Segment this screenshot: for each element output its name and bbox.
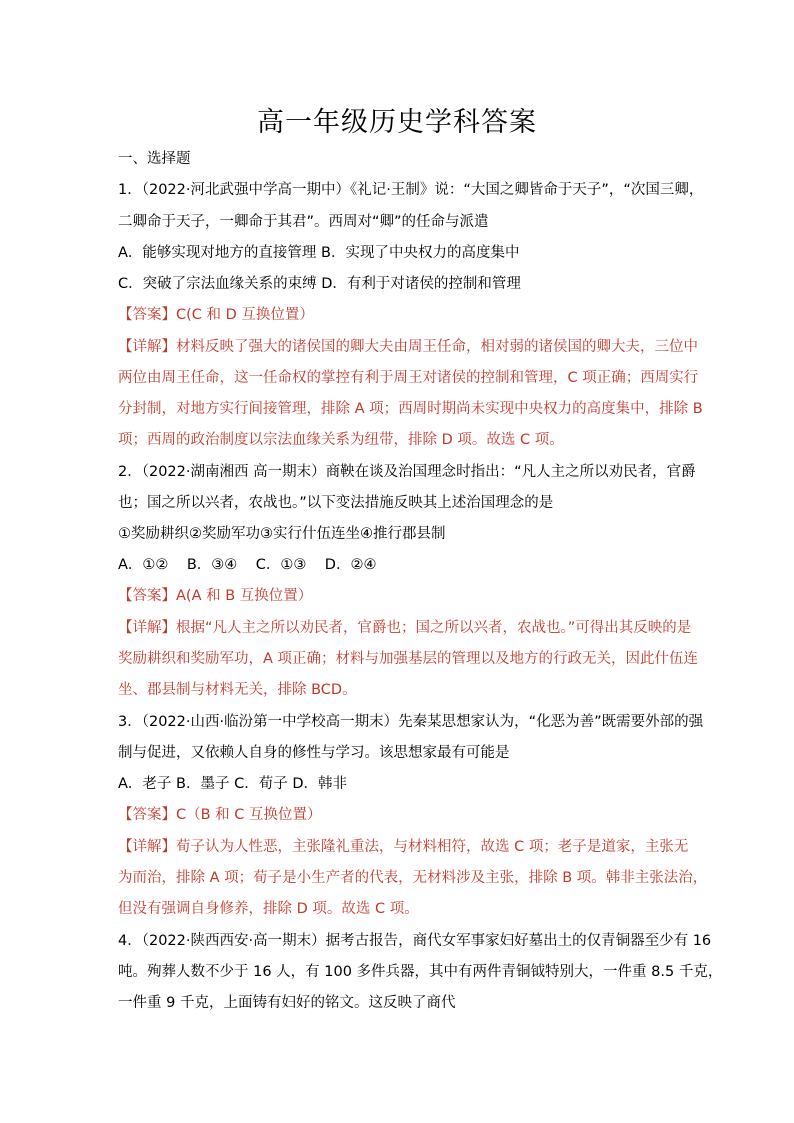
q3-stem-line-1: 3．（2022·山西·临汾第一中学校高一期末）先秦某思想家认为，“化恶为善”既需要外部的强 bbox=[118, 714, 704, 730]
q2-stem-line-2: 也；国之所以兴者，农战也。”以下变法措施反映其上述治国理念的是 bbox=[118, 495, 554, 511]
answer-tag: 【答案】 bbox=[118, 807, 176, 823]
answer-text: C(C 和 D 互换位置） bbox=[176, 307, 314, 323]
q3-answer bbox=[118, 804, 688, 826]
section-heading: 一、选择题 bbox=[118, 151, 191, 167]
answer-text: C（B 和 C 互换位置） bbox=[176, 807, 322, 823]
q1-explanation-line-4: 项；西周的政治制度以宗法血缘关系为纽带，排除 D 项。故选 C 项。 bbox=[118, 432, 564, 448]
q1-stem-line-2: 二卿命于天子，一卿命于其君”。西周对“卿”的任命与派遣 bbox=[118, 214, 489, 230]
answer-text: A(A 和 B 互换位置） bbox=[176, 588, 313, 604]
q4-stem-line-1: 4．（2022·陕西西安·高一期末）据考古报告，商代女军事家妇好墓出土的仅青铜器至少有 16 bbox=[118, 933, 712, 949]
q1-explanation-line-1 bbox=[118, 336, 698, 358]
q1-options-ab: A．能够实现对地方的直接管理 B．实现了中央权力的高度集中 bbox=[118, 245, 520, 261]
explanation-tag: 【详解】 bbox=[118, 620, 176, 636]
q3-explanation-line-3: 但没有强调自身修养，排除 D 项。故选 C 项。 bbox=[118, 901, 419, 917]
q2-explanation-line-3: 坐、郡县制与材料无关，排除 BCD。 bbox=[118, 682, 357, 698]
q1-answer bbox=[118, 304, 688, 326]
page-title: 高一年级历史学科答案 bbox=[257, 107, 537, 138]
q2-options: A．①② B．③④ C．①③ D．②④ bbox=[118, 557, 377, 573]
q3-explanation-line-2: 为而治，排除 A 项；荀子是小生产者的代表，无材料涉及主张，排除 B 项。韩非主张法治， bbox=[118, 870, 708, 886]
explanation-tag: 【详解】 bbox=[118, 339, 176, 355]
q2-answer bbox=[118, 585, 688, 607]
q3-stem-line-2: 制与促进，又依赖人自身的修性与学习。该思想家最有可能是 bbox=[118, 745, 510, 761]
q1-explanation-line-2: 两位由周王任命，这一任命权的掌控有利于周王对诸侯的控制和管理，C 项正确；西周实行 bbox=[118, 370, 699, 386]
q3-explanation-line-1 bbox=[118, 836, 688, 858]
explanation-text: 根据“凡人主之所以劝民者，官爵也；国之所以兴者，农战也。”可得出其反映的是 bbox=[176, 620, 692, 636]
explanation-tag: 【详解】 bbox=[118, 839, 176, 855]
answer-tag: 【答案】 bbox=[118, 307, 176, 323]
answer-tag: 【答案】 bbox=[118, 588, 176, 604]
q2-stem-line-3: ①奖励耕织②奖励军功③实行什伍连坐④推行郡县制 bbox=[118, 526, 446, 542]
q3-options: A．老子 B．墨子 C．荀子 D．韩非 bbox=[118, 776, 347, 792]
q2-explanation-line-1 bbox=[118, 617, 692, 639]
q1-options-cd: C．突破了宗法血缘关系的束缚 D．有利于对诸侯的控制和管理 bbox=[118, 276, 521, 292]
explanation-text: 材料反映了强大的诸侯国的卿大夫由周王任命，相对弱的诸侯国的卿大夫，三位中 bbox=[176, 339, 698, 355]
q4-stem-line-2: 吨。殉葬人数不少于 16 人，有 100 多件兵器，其中有两件青铜钺特别大，一件重 8.5 千克， bbox=[118, 964, 723, 980]
q1-stem-line-1: 1．（2022·河北武强中学高一期中）《礼记·王制》说：“大国之卿皆命于天子”，“次国三卿， bbox=[118, 182, 704, 198]
explanation-text: 荀子认为人性恶，主张隆礼重法，与材料相符，故选 C 项；老子是道家，主张无 bbox=[176, 839, 689, 855]
q2-explanation-line-2: 奖励耕织和奖励军功，A 项正确；材料与加强基层的管理以及地方的行政无关，因此什伍连 bbox=[118, 651, 699, 667]
q1-explanation-line-3: 分封制，对地方实行间接管理，排除 A 项；西周时期尚未实现中央权力的高度集中，排除 B bbox=[118, 401, 703, 417]
q2-stem-line-1: 2．（2022·湖南湘西 高一期末）商鞅在谈及治国理念时指出：“凡人主之所以劝民者，官爵 bbox=[118, 464, 696, 480]
q4-stem-line-3: 一件重 9 千克，上面铸有妇好的铭文。这反映了商代 bbox=[118, 995, 456, 1011]
